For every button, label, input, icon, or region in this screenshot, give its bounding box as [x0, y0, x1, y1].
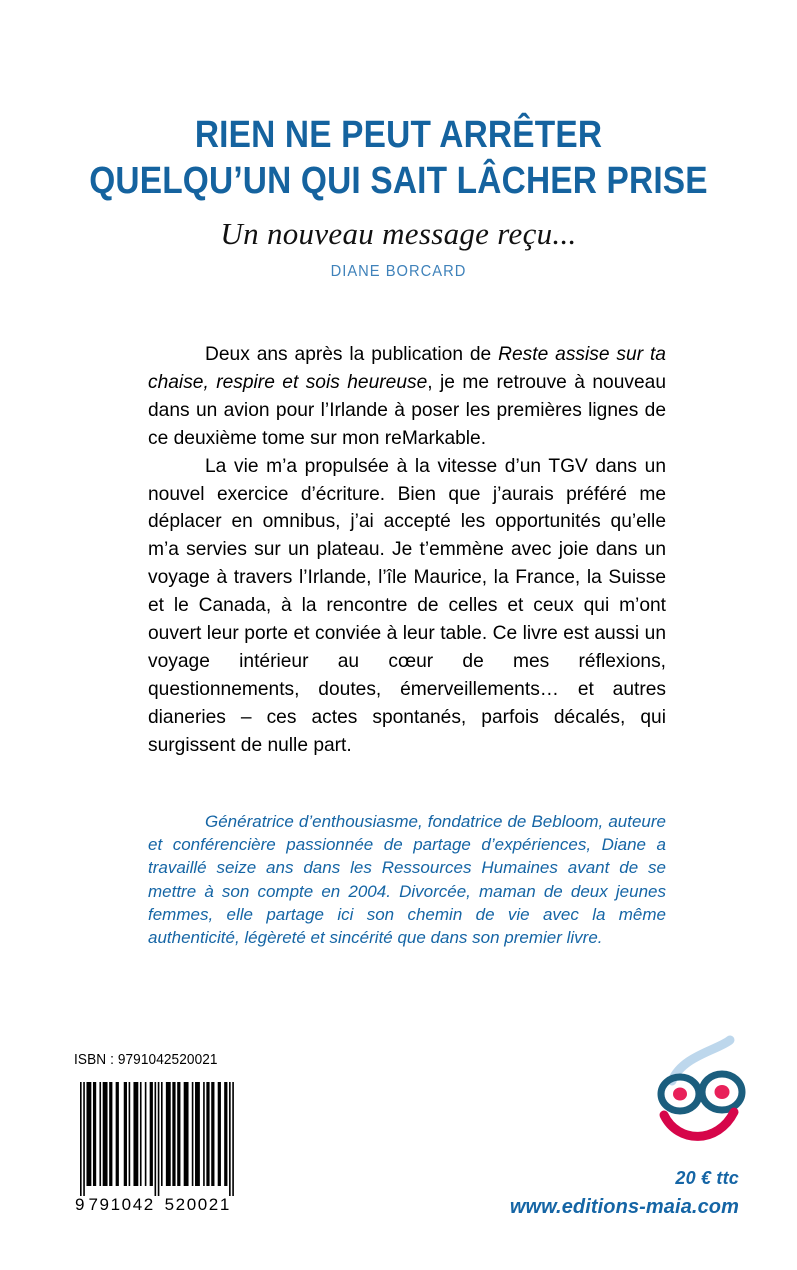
author-name: DIANE BORCARD — [330, 263, 467, 280]
book-title-line-1: RIEN NE PEUT ARRÊTER — [194, 114, 603, 156]
blurb-text-block — [148, 341, 666, 760]
book-title — [48, 112, 749, 204]
svg-text:791042: 791042 — [88, 1195, 155, 1214]
blurb-paragraph-1 — [148, 341, 666, 453]
isbn-area — [74, 1052, 239, 1214]
book-subtitle: Un nouveau message reçu... — [220, 216, 577, 251]
price-label: 20 € ttc — [675, 1168, 739, 1188]
svg-text:9: 9 — [75, 1195, 85, 1214]
publisher-info-block — [510, 1167, 739, 1220]
referenced-book-title: Reste assise sur ta chaise, respire et sois heureuse — [148, 344, 666, 393]
logo-smile-arc — [664, 1112, 734, 1136]
isbn-label: ISBN : 9791042520021 — [74, 1052, 218, 1068]
author-biography-block — [148, 810, 666, 949]
publisher-logo — [652, 1032, 756, 1144]
barcode-image — [74, 1082, 239, 1214]
blurb-paragraph-2: La vie m’a propulsée à la vitesse d’un TGV dans un nouvel exercice d’écriture. Bien que j’aurais préféré me déplacer en omnibus, j’ai accepté les opportunités qu’elle m’a servies sur un plateau. Je t’emmène avec joie dans un voyage à travers l’Irlande, l’île Maurice, la France, la Suisse et le Canada, à la rencontre de celles et ceux qui m’ont ouvert leur porte et conviée à leur table. Ce livre est aussi un voyage intérieur au cœur de mes réflexions, questionnements, doutes, émerveillements… et autres dianeries – ces actes spontanés, parfois décalés, qui surgissent de nulle part. — [148, 455, 666, 756]
book-title-line-2: QUELQU’UN QUI SAIT LÂCHER PRISE — [89, 160, 708, 202]
title-block — [0, 112, 797, 281]
blurb-p1-post: , je me retrouve à nouveau dans un avion pour l’Irlande à poser les premières lignes de ce deuxième tome sur mon reMarkable. — [148, 371, 666, 449]
svg-text:520021: 520021 — [164, 1195, 231, 1214]
logo-right-eye-pupil — [715, 1085, 730, 1099]
blurb-p1-pre: Deux ans après la publication de — [205, 344, 499, 365]
author-biography-text: Génératrice d’enthousiasme, fondatrice de Bebloom, auteure et conférencière passionnée de partage d’expériences, Diane a travaillé seize ans dans les Ressources Humaines avant de se mettre à son compte en 2004. Divorcée, maman de deux jeunes femmes, elle partage ici son chemin de vie avec la même authenticité, légèreté et sincérité que dans son premier livre. — [148, 812, 666, 948]
publisher-website[interactable]: www.editions-maia.com — [509, 1196, 739, 1218]
logo-left-eye-pupil — [673, 1088, 687, 1101]
